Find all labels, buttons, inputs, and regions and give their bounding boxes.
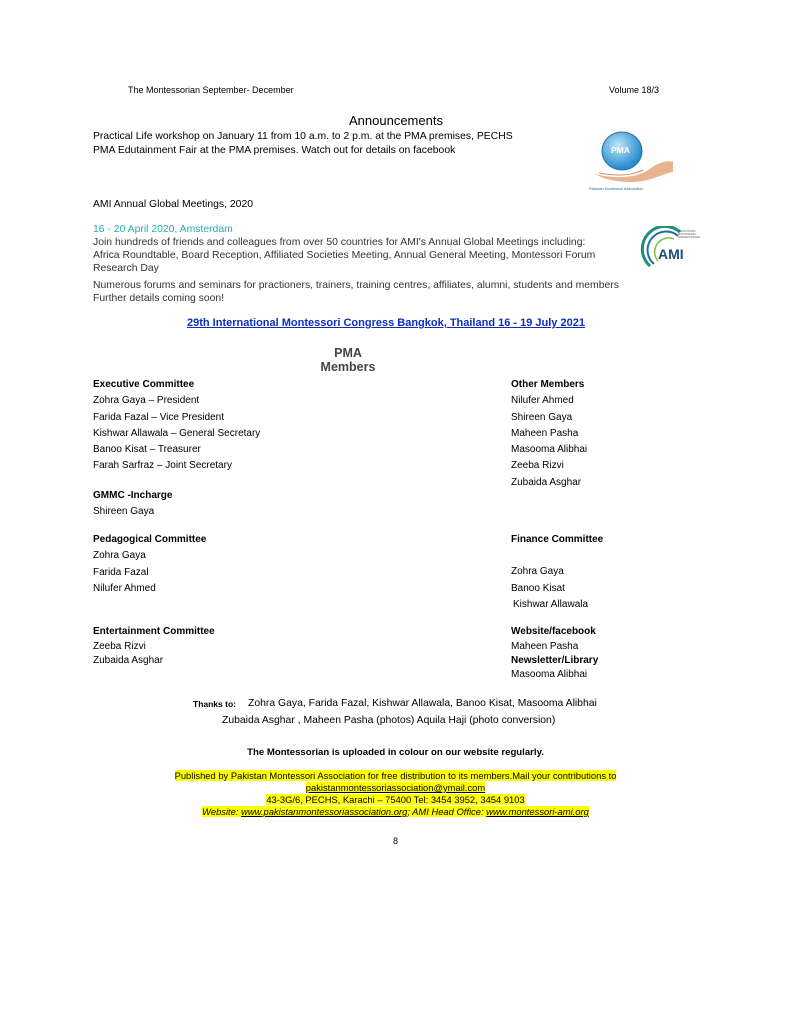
announcement-fair: PMA Edutainment Fair at the PMA premises. Watch out for details on facebook [93,145,456,156]
list-item: Maheen Pasha [511,641,579,653]
executive-committee-title: Executive Committee [93,379,195,390]
list-item: Zeeba Rizvi [511,460,564,472]
website-title: Website/facebook [511,626,596,637]
thanks-label: Thanks to: [193,699,236,709]
list-item: Kishwar Allawala [513,598,589,610]
thanks-line-2: Zubaida Asghar , Maheen Pasha (photos) Aquila Haji (photo conversion) [222,715,556,726]
list-item: Banoo Kisat – Treasurer [93,444,201,456]
members-title-line1: PMA [334,346,362,360]
members-title [318,346,378,374]
footer-website-label: Website: [202,806,242,817]
footer-ami-link[interactable]: www.montessori-ami.org [486,806,589,817]
entertainment-title: Entertainment Committee [93,626,215,637]
pma-logo-caption: Pakistan Montessori Association [589,187,644,191]
list-item: Farida Fazal – Vice President [93,411,224,423]
ami-logo-text: AMI [658,246,684,262]
gmmc-incharge [93,488,172,521]
list-item: Zohra Gaya – President [93,395,200,407]
ami-logo [640,226,700,274]
announcement-workshop-name: Practical Life workshop [93,131,200,142]
pma-logo-text: PMA [611,145,630,155]
announcement-workshop [93,130,513,143]
pedagogical-committee [93,532,206,597]
ami-line-2: Africa Roundtable, Board Reception, Affiliated Societies Meeting, Annual General Meeting, Montessori Forum [93,250,596,261]
executive-committee [93,377,260,475]
ami-heading: AMI Annual Global Meetings, 2020 [93,199,253,210]
pma-logo [581,116,675,196]
header-left: The Montessorian September- December [128,85,294,95]
footer-separator: ; AMI Head Office: [407,806,487,817]
announcements-title: Announcements [349,113,443,128]
finance-committee [511,532,603,613]
pma-logo-graphic [581,116,675,196]
thanks-line-1: Zohra Gaya, Farida Fazal, Kishwar Allawala, Banoo Kisat, Masooma Alibhai [248,698,597,709]
footer-website-link[interactable]: www.pakistanmontessoriassociation.org [241,806,408,817]
congress-link[interactable]: 29th International Montessori Congress Bangkok, Thailand 16 - 19 July 2021 [187,317,585,329]
spacer [511,548,603,564]
footer [0,770,791,818]
ami-line-4: Numerous forums and seminars for practioners, trainers, training centres, affiliates, alumni, students and members [93,280,619,291]
list-item: Zeeba Rizvi [93,641,146,653]
list-item: Masooma Alibhai [511,444,588,456]
page-number: 8 [393,836,399,846]
newsletter-title: Newsletter/Library [511,655,599,667]
footer-email[interactable]: pakistanmontessoriassociation@ymail.com [305,782,486,793]
announcement-workshop-details: on January 11 from 10 a.m. to 2 p.m. at the PMA premises, PECHS [199,131,513,142]
other-members [511,377,587,491]
website-newsletter [511,624,598,682]
list-item: Farida Fazal [93,566,149,578]
header-right: Volume 18/3 [609,85,660,95]
ami-line-5: Further details coming soon! [93,293,225,304]
list-item: Shireen Gaya [93,506,155,518]
gmmc-title: GMMC -Incharge [93,490,173,501]
ami-line-1: Join hundreds of friends and colleagues from over 50 countries for AMI's Annual Global Meetings including: [93,237,586,248]
ami-line-3: Research Day [93,263,159,274]
list-item: Masooma Alibhai [511,669,588,681]
other-members-title: Other Members [511,379,585,390]
pedagogical-title: Pedagogical Committee [93,534,207,545]
list-item: Kishwar Allawala – General Secretary [93,427,261,439]
list-item: Zohra Gaya [93,550,146,562]
list-item: Nilufer Ahmed [93,582,156,594]
list-item: Zohra Gaya [511,566,564,578]
list-item: Banoo Kisat [511,582,565,594]
list-item: Farah Sarfraz – Joint Secretary [93,460,232,472]
entertainment-committee [93,624,215,668]
upload-note: The Montessorian is uploaded in colour on our website regularly. [247,747,544,758]
list-item: Zubaida Asghar [511,476,582,488]
members-title-line2: Members [320,360,376,374]
ami-logo-small: ASSOCIATION MONTESSORI INTERNATIONALE [678,230,701,240]
ami-date-place: 16 - 20 April 2020, Amsterdam [93,224,233,235]
list-item: Shireen Gaya [511,411,573,423]
list-item: Maheen Pasha [511,427,579,439]
list-item: Zubaida Asghar [93,655,164,667]
finance-title: Finance Committee [511,534,604,545]
footer-address: 43-3G/6, PECHS, Karachi – 75400 Tel: 3454 3952, 3454 9103 [266,794,525,805]
footer-line-1: Published by Pakistan Montessori Association for free distribution to its members.Mail your contributions to [174,770,617,781]
list-item: Nilufer Ahmed [511,395,574,407]
